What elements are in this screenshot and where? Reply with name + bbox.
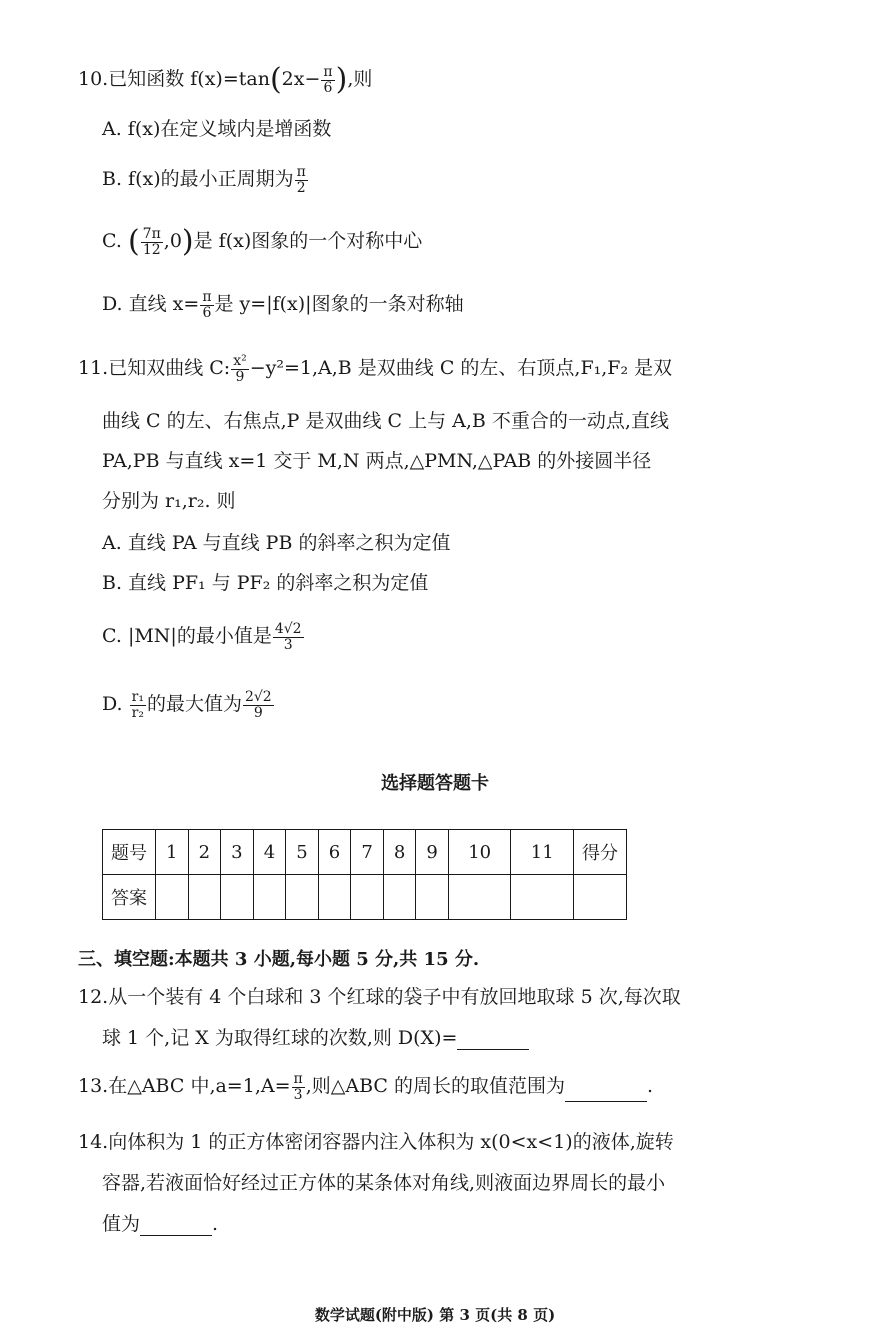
answer-card-number: 10 (448, 830, 510, 875)
answer-cell (221, 875, 254, 920)
q14-line-2: 容器,若液面恰好经过正方体的某条体对角线,则液面边界周长的最小 (102, 1172, 666, 1194)
answer-cell (188, 875, 221, 920)
q10-stem-suffix: ,则 (347, 68, 373, 90)
q10-stem-prefix: 10.已知函数 f(x)=tan (78, 68, 270, 90)
q10-opt-d-frac (200, 290, 213, 320)
q10-pi-over-6 (321, 65, 334, 95)
answer-card-number: 1 (156, 830, 189, 875)
answer-card-number: 8 (383, 830, 416, 875)
section-3-title: 三、填空题:本题共 3 小题,每小题 5 分,共 15 分. (78, 949, 480, 970)
q10-opt-c-suffix: 是 f(x)图象的一个对称中心 (193, 230, 423, 252)
q11-opt-c-num: 4√2 (274, 621, 302, 637)
q10-option-a: A. f(x)在定义域内是增函数 (102, 118, 332, 140)
q11-line1-suffix: −y²=1,A,B 是双曲线 C 的左、右顶点,F₁,F₂ 是双 (249, 357, 673, 380)
q11-line1-prefix: 11.已知双曲线 C: (78, 357, 231, 380)
q11-opt-d-frac1 (130, 690, 146, 720)
q11-frac-den: 9 (235, 368, 245, 385)
page-footer: 数学试题(附中版) 第 3 页(共 8 页) (314, 1306, 556, 1324)
score-cell (574, 875, 627, 920)
q12-line2-text: 球 1 个,记 X 为取得红球的次数,则 D(X)= (102, 1027, 458, 1049)
q11-opt-d-mid: 的最大值为 (146, 693, 242, 716)
q11-opt-d-num2: 2√2 (244, 689, 272, 705)
answer-cell (416, 875, 449, 920)
q11-opt-d-num: r₁ (131, 689, 144, 705)
q11-frac-num: x² (233, 353, 247, 369)
answer-card-number: 4 (253, 830, 286, 875)
q13-stem (78, 1072, 653, 1102)
q11-option-a: A. 直线 PA 与直线 PB 的斜率之积为定值 (102, 532, 451, 554)
q13-frac-den: 3 (293, 1086, 303, 1103)
q11-opt-d-frac2 (243, 690, 274, 720)
q10-option-d (102, 290, 464, 320)
answer-card-number: 2 (188, 830, 221, 875)
q10-opt-b-frac (295, 165, 308, 195)
q11-opt-d-den: r₂ (131, 704, 144, 721)
q10-opt-c-num: 7π (142, 225, 161, 242)
answer-card-number: 11 (511, 830, 574, 875)
answer-card-title: 选择题答题卡 (381, 773, 489, 794)
q10-opt-d-suffix: 是 y=|f(x)|图象的一条对称轴 (214, 293, 464, 316)
q14-end: . (212, 1213, 219, 1235)
answer-card-answer-row (103, 875, 627, 920)
answer-card-number: 5 (286, 830, 319, 875)
q10-opt-b-num: π (296, 164, 306, 180)
q10-opt-c-prefix: C. (102, 230, 128, 252)
q11-option-c (102, 622, 305, 652)
q10-opt-b-den: 2 (296, 179, 306, 196)
answer-card-number: 9 (416, 830, 449, 875)
q11-option-b: B. 直线 PF₁ 与 PF₂ 的斜率之积为定值 (102, 572, 429, 594)
q10-frac-num: π (323, 63, 333, 80)
q13-pi-over-3 (292, 1072, 305, 1102)
q10-paren-close: ) (335, 62, 348, 97)
q10-opt-c-den: 12 (142, 241, 161, 258)
q10-frac-den: 6 (323, 79, 333, 96)
answer-card-answer-label: 答案 (103, 875, 156, 920)
q11-line-2: 曲线 C 的左、右焦点,P 是双曲线 C 上与 A,B 不重合的一动点,直线 (102, 410, 669, 432)
q12-line-2 (102, 1027, 529, 1050)
q11-line-1 (78, 354, 672, 384)
answer-cell (351, 875, 384, 920)
q11-line-4: 分别为 r₁,r₂. 则 (102, 490, 236, 512)
q11-opt-c-frac (273, 622, 304, 652)
answer-card-table (102, 829, 627, 920)
q14-line3-prefix: 值为 (102, 1213, 141, 1235)
q13-answer-blank (565, 1083, 647, 1102)
answer-card-score-label: 得分 (574, 830, 627, 875)
answer-card-number: 6 (318, 830, 351, 875)
q10-option-b (102, 165, 309, 195)
q10-inner-a: 2x− (281, 68, 321, 90)
q11-opt-d-prefix: D. (102, 693, 129, 716)
q14-line-3 (102, 1213, 218, 1236)
q13-suffix: ,则△ABC 的周长的取值范围为 (305, 1075, 565, 1098)
q11-opt-c-den: 3 (283, 636, 293, 653)
q11-option-d (102, 690, 275, 720)
q11-line-3: PA,PB 与直线 x=1 交于 M,N 两点,△PMN,△PAB 的外接圆半径 (102, 450, 652, 472)
q10-paren-open: ( (269, 62, 282, 97)
q14-line-1: 14.向体积为 1 的正方体密闭容器内注入体积为 x(0<x<1)的液体,旋转 (78, 1131, 674, 1153)
q10-stem (78, 62, 372, 98)
answer-cell (448, 875, 510, 920)
q10-opt-d-prefix: D. 直线 x= (102, 293, 200, 316)
answer-card-number-label: 题号 (103, 830, 156, 875)
q10-opt-c-paren-open: ( (127, 224, 140, 259)
q13-prefix: 13.在△ABC 中,a=1,A= (78, 1075, 291, 1098)
answer-cell (511, 875, 574, 920)
answer-cell (253, 875, 286, 920)
answer-cell (318, 875, 351, 920)
q10-option-c (102, 224, 422, 260)
q12-line-1: 12.从一个装有 4 个白球和 3 个红球的袋子中有放回地取球 5 次,每次取 (78, 986, 681, 1008)
q10-opt-b-prefix: B. f(x)的最小正周期为 (102, 168, 294, 191)
q11-opt-d-den2: 9 (253, 704, 263, 721)
q13-end: . (646, 1075, 654, 1098)
q14-answer-blank (140, 1217, 212, 1236)
q10-opt-c-paren-close: ) (181, 224, 194, 259)
q13-frac-num: π (293, 1071, 303, 1087)
answer-card-number: 7 (351, 830, 384, 875)
answer-cell (383, 875, 416, 920)
answer-cell (286, 875, 319, 920)
answer-card-number-row (103, 830, 627, 875)
answer-card-number: 3 (221, 830, 254, 875)
q11-x2-over-9 (231, 354, 249, 384)
q10-opt-d-den: 6 (202, 304, 212, 321)
answer-cell (156, 875, 189, 920)
q12-answer-blank (457, 1031, 529, 1050)
q10-opt-c-frac (141, 227, 163, 257)
q10-opt-c-comma: ,0 (163, 230, 182, 252)
q10-opt-d-num: π (202, 289, 212, 305)
q11-opt-c-prefix: C. |MN|的最小值是 (102, 625, 272, 648)
